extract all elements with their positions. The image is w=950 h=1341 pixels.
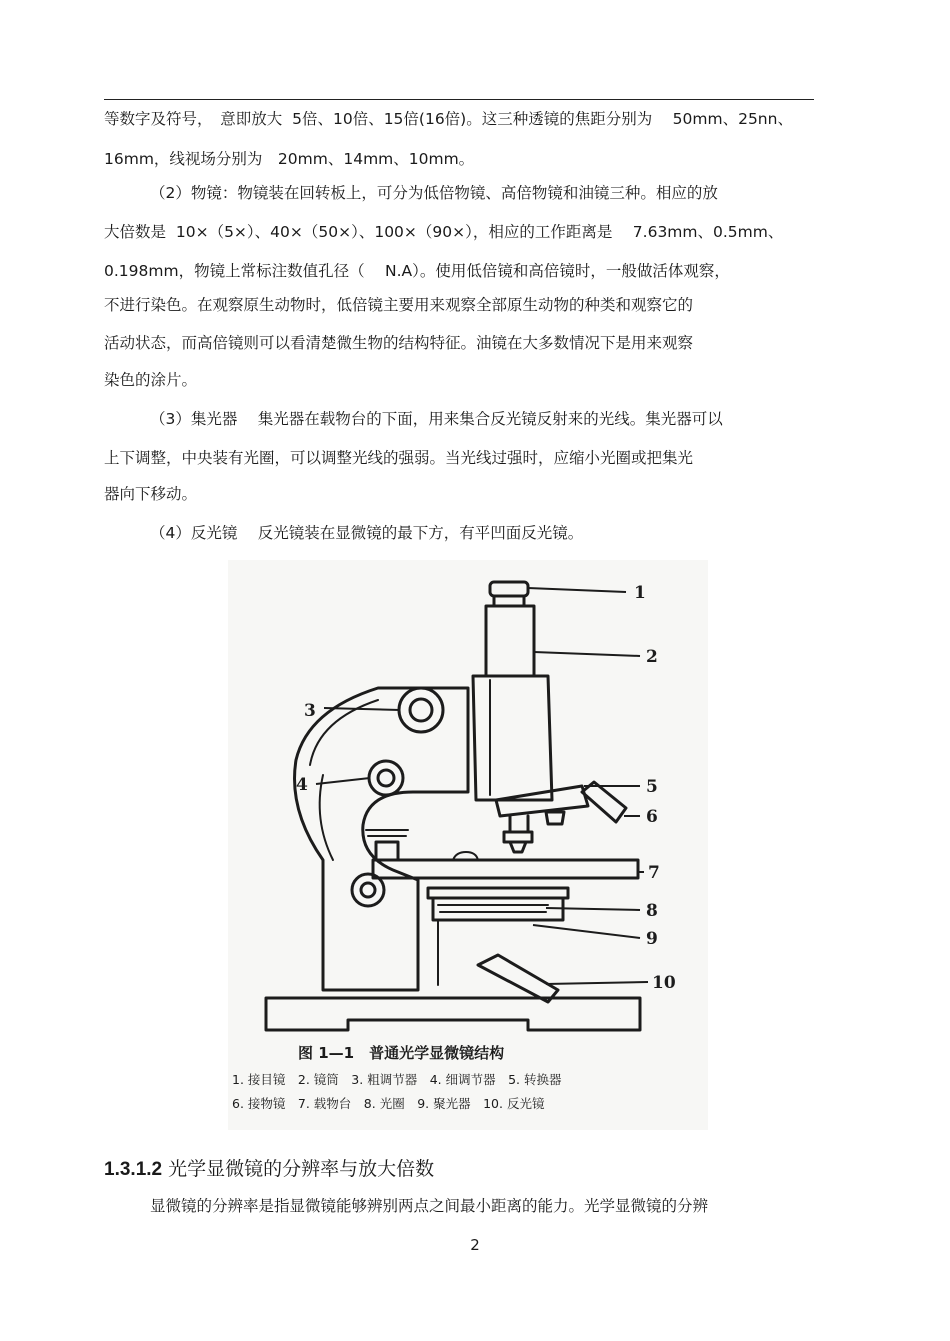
- callout-label: 10: [652, 973, 676, 993]
- header-rule: [104, 99, 814, 100]
- section-heading: [104, 1156, 434, 1183]
- figure-caption: 图 1—1 普通光学显微镜结构: [298, 1044, 505, 1062]
- text-line: 器向下移动。: [104, 485, 198, 503]
- page-number: 2: [470, 1236, 480, 1254]
- callout-label: 4: [296, 775, 308, 795]
- callout-label: 6: [646, 807, 658, 827]
- text-line: 上下调整，中央装有光圈，可以调整光线的强弱。当光线过强时，应缩小光圈或把集光: [104, 449, 694, 467]
- text-line: 活动状态，而高倍镜则可以看清楚微生物的结构特征。油镜在大多数情况下是用来观察: [104, 334, 694, 352]
- text-line: 大倍数是 10×（5×）、40×（50×）、100×（90×），相应的工作距离是 7.63mm、0.5mm、: [104, 223, 784, 241]
- text-line: 0.198mm，物镜上常标注数值孔径（ N.A）。使用低倍镜和高倍镜时，一般做活体观察，: [104, 262, 730, 280]
- text-line: 显微镜的分辨率是指显微镜能够辨别两点之间最小距离的能力。光学显微镜的分辨: [150, 1197, 709, 1215]
- callout-label: 9: [646, 929, 658, 949]
- text-line: 染色的涂片。: [104, 371, 198, 389]
- callout-label: 3: [304, 701, 316, 721]
- text-line: （4）反光镜 反光镜装在显微镜的最下方，有平凹面反光镜。: [150, 524, 584, 542]
- callout-label: 5: [646, 777, 658, 797]
- figure-legend-row: 6. 接物镜 7. 载物台 8. 光圈 9. 聚光器 10. 反光镜: [232, 1096, 545, 1111]
- text-line: （2）物镜：物镜装在回转板上，可分为低倍物镜、高倍物镜和油镜三种。相应的放: [150, 184, 718, 202]
- text-line: （3）集光器 集光器在载物台的下面，用来集合反光镜反射来的光线。集光器可以: [150, 410, 723, 428]
- callout-label: 1: [634, 583, 646, 603]
- text-line: 等数字及符号， 意即放大 5倍、10倍、15倍(16倍)。这三种透镜的焦距分别为 50mm、25nn、: [104, 110, 793, 128]
- figure-legend-row: 1. 接目镜 2. 镜筒 3. 粗调节器 4. 细调节器 5. 转换器: [232, 1072, 562, 1087]
- callout-label: 8: [646, 901, 658, 921]
- text-line: 16mm，线视场分别为 20mm、14mm、10mm。: [104, 150, 475, 168]
- callout-label: 7: [648, 863, 660, 883]
- callout-label: 2: [646, 647, 658, 667]
- section-title: 光学显微镜的分辨率与放大倍数: [168, 1158, 435, 1180]
- text-line: 不进行染色。在观察原生动物时，低倍镜主要用来观察全部原生动物的种类和观察它的: [104, 296, 694, 314]
- section-number: 1.3.1.2: [104, 1159, 163, 1180]
- microscope-figure: [228, 560, 708, 1130]
